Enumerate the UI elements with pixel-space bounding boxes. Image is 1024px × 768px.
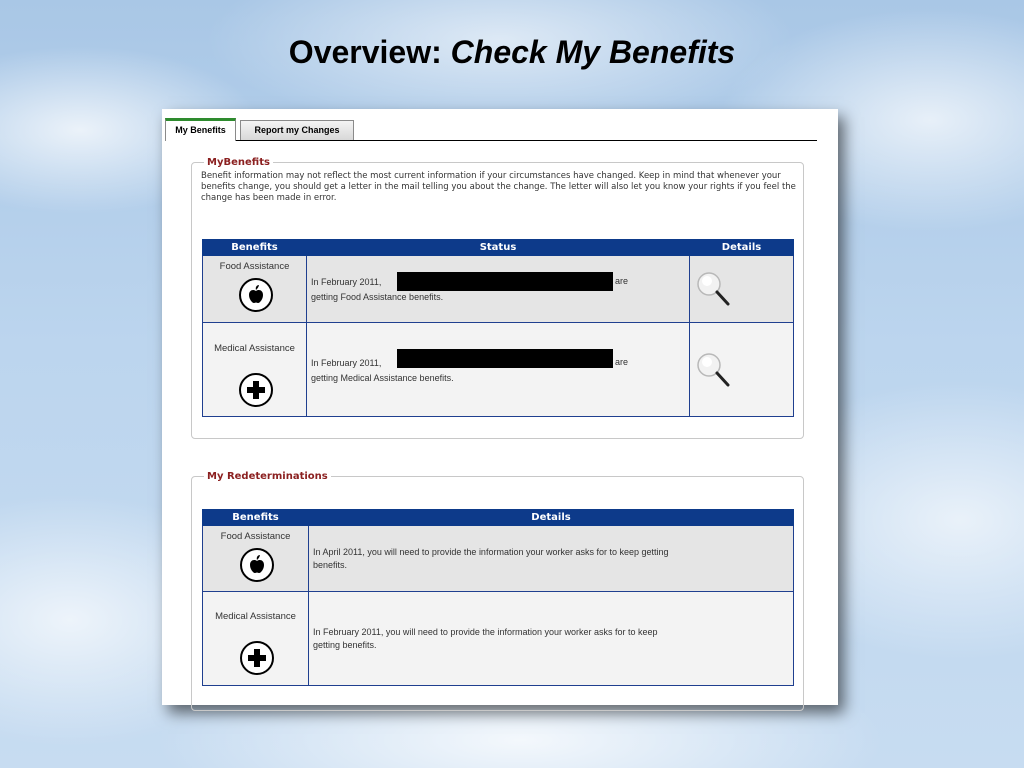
benefit-cell [203,526,309,592]
details-cell [309,526,794,592]
benefits-disclaimer: Benefit information may not reflect the most current information if your circumstances have changed. Keep in mind that whenever your benefits change, you should get a letter in the mail telling you about the change. The letter will also let you know your rights if you feel the change has been made in error. [201,171,796,203]
slide-title-emphasis: Check My Benefits [450,34,736,70]
tab-report-my-changes[interactable]: Report my Changes [240,120,354,140]
benefits-screenshot [162,109,838,705]
tab-my-benefits[interactable]: My Benefits [165,118,236,141]
slide-title [0,34,1024,71]
my-benefits-legend: MyBenefits [207,157,270,168]
col-header-details: Details [309,510,794,526]
benefit-name: Medical Assistance [215,611,296,622]
col-header-status: Status [307,240,690,256]
status-are: are [615,276,629,286]
magnifier-icon[interactable] [695,270,735,310]
benefit-cell [203,323,307,417]
status-cell [307,256,690,323]
details-cell [690,256,794,323]
status-suffix: getting Medical Assistance benefits. [311,373,454,383]
details-cell [309,592,794,686]
redacted-name-bar [397,272,613,291]
benefit-name: Food Assistance [220,531,291,542]
status-suffix: getting Food Assistance benefits. [311,292,444,302]
redetermination-text-line1: In April 2011, you will need to provide the information your worker asks for to keep getting [313,547,669,557]
benefits-status-table [202,239,794,417]
apple-icon [240,548,274,582]
benefit-name: Medical Assistance [214,343,295,354]
benefit-cell [203,592,309,686]
col-header-benefits: Benefits [203,240,307,256]
status-cell [307,323,690,417]
redetermination-text-line2: getting benefits. [313,640,377,650]
benefit-name: Food Assistance [219,261,290,272]
col-header-benefits: Benefits [203,510,309,526]
redeterminations-table [202,509,794,686]
status-prefix: In February 2011, [311,358,382,368]
my-redeterminations-legend: My Redeterminations [207,471,328,482]
col-header-details: Details [690,240,794,256]
slide-title-prefix: Overview: [288,34,442,70]
details-cell [690,323,794,417]
status-are: are [615,357,629,367]
table-row [203,592,794,686]
medical-cross-icon [240,641,274,675]
redetermination-text-line2: benefits. [313,560,348,570]
apple-icon [239,278,273,312]
table-row [203,323,794,417]
medical-cross-icon [239,373,273,407]
table-row [203,256,794,323]
table-row [203,526,794,592]
benefit-cell [203,256,307,323]
status-prefix: In February 2011, [311,277,382,287]
redetermination-text-line1: In February 2011, you will need to provide the information your worker asks for to keep [313,627,658,637]
redacted-name-bar [397,349,613,368]
magnifier-icon[interactable] [695,351,735,391]
tab-bar [165,118,817,141]
